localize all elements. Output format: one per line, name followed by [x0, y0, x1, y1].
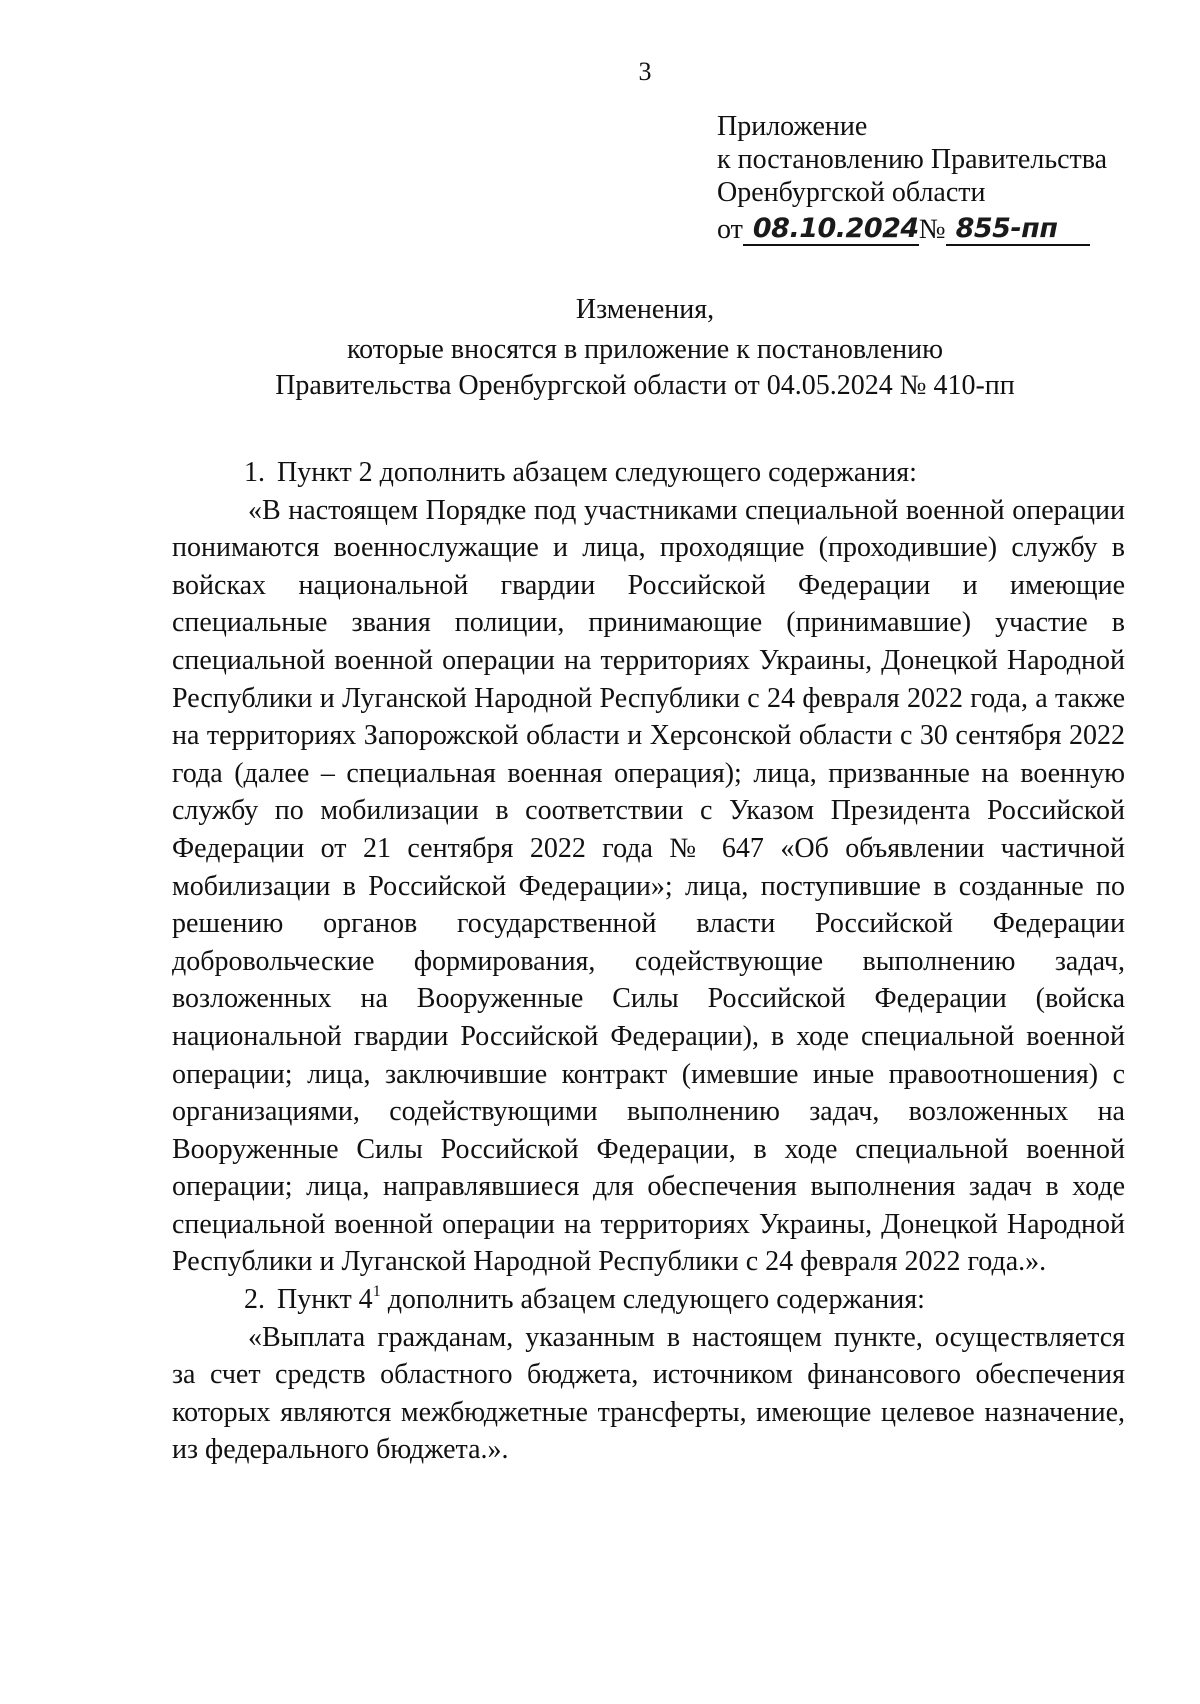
item-2-heading-after: дополнить абзацем следующего содержания: [380, 1284, 925, 1316]
document-body [172, 454, 1125, 1469]
number-label: № [918, 214, 946, 245]
item-1-number: 1. [244, 457, 265, 488]
annex-header [717, 110, 1107, 246]
document-subtitle-line-2: Правительства Оренбургской области от 04.05.2024 № 410-пп [275, 370, 1015, 401]
item-2-number: 2. [244, 1284, 265, 1316]
item-1-heading [172, 454, 1125, 492]
handwritten-number: 855-пп [946, 214, 1090, 246]
annex-date-number-row [717, 213, 1107, 246]
from-label: от [717, 214, 743, 245]
item-2-heading-before: Пункт 4 [277, 1284, 373, 1316]
document-subtitle-line-1: которые вносятся в приложение к постановлению [346, 334, 944, 365]
item-1-paragraph: «В настоящем Порядке под участниками специальной военной операции понимаются военнослужащие и лица, проходящие (проходившие) службу в войсках национальной гвардии Российской Федерации и имеющие специальные звания полиции, принимающие (принимавшие) участие в специальной военной операции на территориях Украины, Донецкой Народной Республики и Луганской Народной Республики с 24 февраля 2022 года, а также на территориях Запорожской области и Херсонской области с 30 сентября 2022 года (далее – специальная военная операция); лица, призванные на военную службу по мобилизации в соответствии с Указом Президента Российской Федерации от 21 сентября 2022 года № 647 «Об объявлении частичной мобилизации в Российской Федерации»; лица, поступившие в созданные по решению органов государственной власти Российской Федерации добровольческие формирования, содействующие выполнению задач, возложенных на Вооруженные Силы Российской Федерации (войска национальной гвардии Российской Федерации), в ходе специальной военной операции; лица, заключившие контракт (имевшие иные правоотношения) с организациями, содействующими выполнению задач, возложенных на Вооруженные Силы Российской Федерации, в ходе специальной военной операции; лица, направлявшиеся для обеспечения выполнения задач в ходе специальной военной операции на территориях Украины, Донецкой Народной Республики и Луганской Народной Республики с 24 февраля 2022 года.». [172, 494, 1125, 1278]
annex-line-3: Оренбургской области [717, 177, 986, 208]
annex-line-2: к постановлению Правительства [717, 144, 1108, 175]
annex-line-1: Приложение [717, 111, 868, 142]
item-1-heading-text: Пункт 2 дополнить абзацем следующего содержания: [277, 457, 917, 488]
item-2-heading [172, 1281, 1125, 1319]
document-title: Изменения, [575, 294, 715, 325]
item-2-heading-superscript: 1 [372, 1282, 381, 1300]
handwritten-date: 08.10.2024 [743, 214, 919, 246]
item-2-paragraph: «Выплата гражданам, указанным в настоящем пункте, осуществляется за счет средств областного бюджета, источником финансового обеспечения которых являются межбюджетные трансферты, имеющие целевое назначение, из федерального бюджета.». [172, 1321, 1125, 1466]
page-number: 3 [638, 57, 652, 86]
